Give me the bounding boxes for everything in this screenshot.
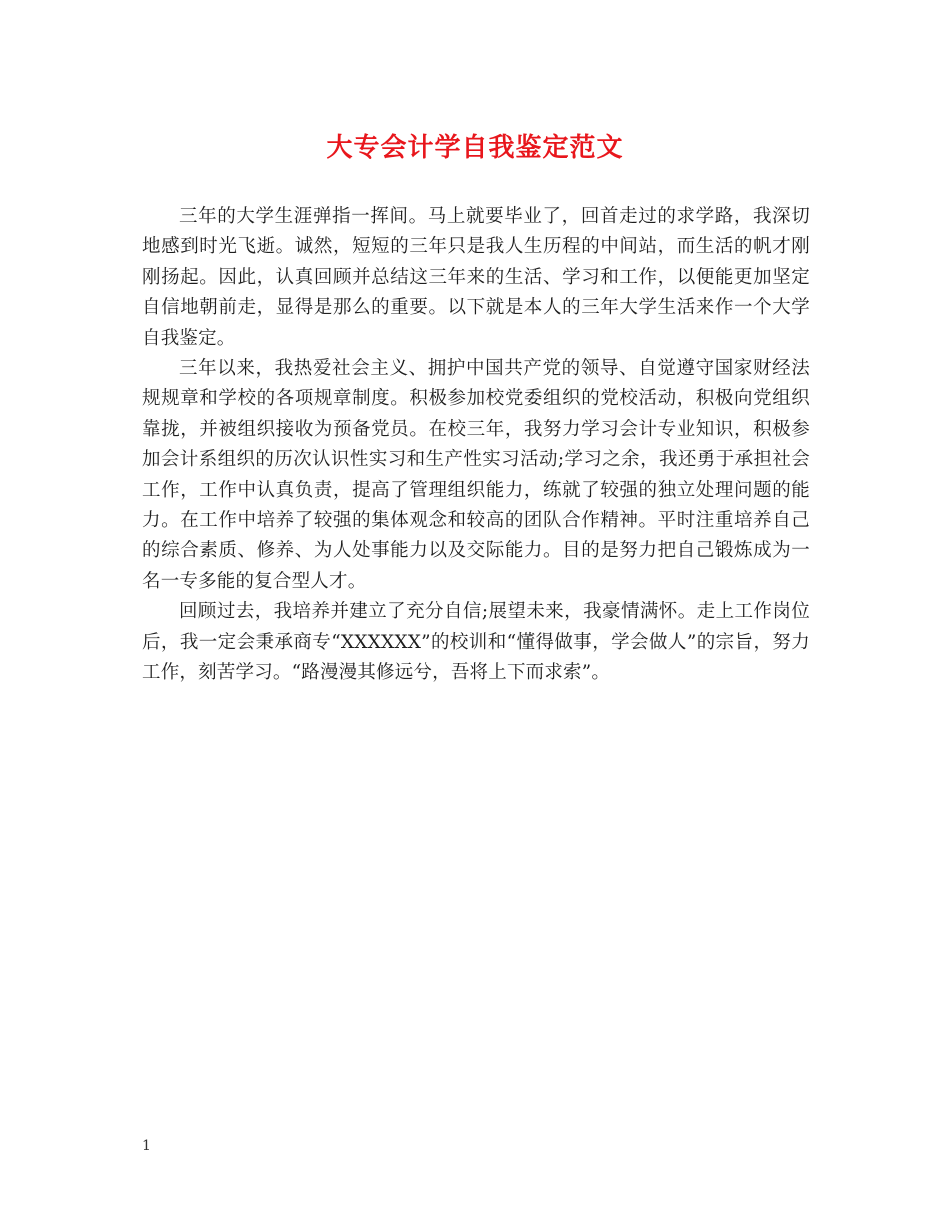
document-title: 大专会计学自我鉴定范文 — [326, 133, 624, 163]
paragraph-achievements: 三年以来，我热爱社会主义、拥护中国共产党的领导、自觉遵守国家财经法规规章和学校的各项规章制度。积极参加校党委组织的党校活动，积极向党组织靠拢，并被组织接收为预备党员。在校三年，我努力学习会计专业知识，积极参加会计系组织的历次认识性实习和生产性实习活动;学习之余，我还勇于承担社会工作，工作中认真负责，提高了管理组织能力，练就了较强的独立处理问题的能力。在工作中培养了较强的集体观念和较高的团队合作精神。平时注重培养自己的综合素质、修养、为人处事能力以及交际能力。目的是努力把自己锻炼成为一名一专多能的复合型人才。 — [142, 358, 810, 592]
paragraph-conclusion: 回顾过去，我培养并建立了充分自信;展望未来，我豪情满怀。走上工作岗位后，我一定会秉承商专“XXXXXX”的校训和“懂得做事，学会做人”的宗旨，努力工作，刻苦学习。“路漫漫其修远兮，吾将上下而求索”。 — [142, 601, 810, 684]
document-body — [142, 202, 810, 689]
page-number: 1 — [142, 1138, 151, 1154]
paragraph-intro: 三年的大学生涯弹指一挥间。马上就要毕业了，回首走过的求学路，我深切地感到时光飞逝。诚然，短短的三年只是我人生历程的中间站，而生活的帆才刚刚扬起。因此，认真回顾并总结这三年来的生活、学习和工作，以便能更加坚定自信地朝前走，显得是那么的重要。以下就是本人的三年大学生活来作一个大学自我鉴定。 — [142, 206, 810, 349]
